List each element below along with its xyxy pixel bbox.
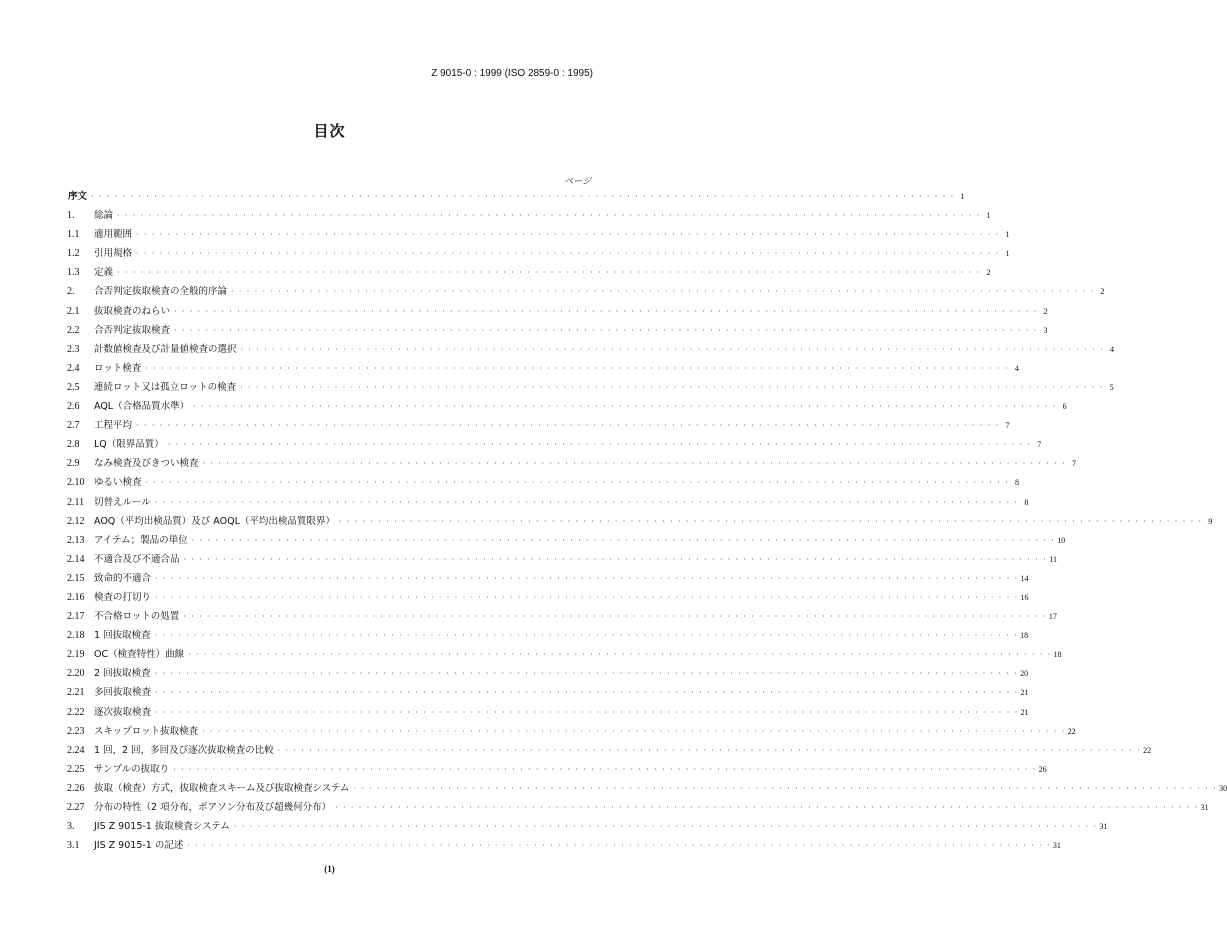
toc-entry-number: 2.2: [67, 324, 80, 336]
toc-entry-number: 2.26: [67, 782, 85, 794]
toc-leader-dots: · · · · · · · · · · · · · · · · · · · · · · · · · · · · · · · · · · · · · · · · · · · · · · · · · · · · · · · · · · · · · · · · · · · · · · · · · · · · · · · · · · · · · · · · · · · · · · · · · · · · · · · · · · · · · ·: [136, 230, 1000, 240]
toc-entry-title: 検査の打切り: [94, 591, 152, 603]
toc-entry[interactable]: [67, 683, 1029, 702]
toc-leader-dots: · · · · · · · · · · · · · · · · · · · · · · · · · · · · · · · · · · · · · · · · · · · · · · · · · · · · · · · · · · · · · · · · · · · · · · · · · · · · · · · · · · · · · · · · · · · · · · · · · · · · · · · · · · · · · ·: [155, 573, 1019, 583]
toc-entry-number: 2.18: [67, 630, 85, 642]
toc-entry-page: 6: [1062, 402, 1067, 412]
toc-entry[interactable]: [67, 607, 1057, 626]
toc-entry-title: ゆるい検査: [94, 477, 142, 489]
toc-entry-number: 1.: [67, 210, 75, 222]
toc-leader-dots: · · · · · · · · · · · · · · · · · · · · · · · · · · · · · · · · · · · · · · · · · · · · · · · · · · · · · · · · · · · · · · · · · · · · · · · · · · · · · · · · · · · · · · · · · · · · · · · · · · · · · · · · · · · · · ·: [188, 650, 1052, 660]
toc-leader-dots: · · · · · · · · · · · · · · · · · · · · · · · · · · · · · · · · · · · · · · · · · · · · · · · · · · · · · · · · · · · · · · · · · · · · · · · · · · · · · · · · · · · · · · · · · · · · · · · · · · · · · · · · · · · · · ·: [338, 516, 1203, 526]
toc-entry-number: 2.23: [67, 725, 85, 737]
page-title: 目次: [313, 122, 346, 140]
toc-leader-dots: · · · · · · · · · · · · · · · · · · · · · · · · · · · · · · · · · · · · · · · · · · · · · · · · · · · · · · · · · · · · · · · · · · · · · · · · · · · · · · · · · · · · · · · · · · · · · · · · · · · · · · · · · · · · · ·: [145, 478, 1010, 488]
toc-entry-page: 11: [1049, 554, 1058, 564]
toc-leader-dots: · · · · · · · · · · · · · · · · · · · · · · · · · · · · · · · · · · · · · · · · · · · · · · · · · · · · · · · · · · · · · · · · · · · · · · · · · · · · · · · · · · · · · · · · · · · · · · · · · · · · · · · · · · · · · ·: [191, 535, 1056, 545]
toc-entry-number: 2.6: [67, 401, 80, 413]
toc-entry-page: 2: [986, 268, 991, 278]
toc-entry-title: 定義: [94, 267, 114, 279]
toc-entry[interactable]: [67, 626, 1029, 645]
toc-entry-title: 分布の特性（2 項分布，ポアソン分布及び超幾何分布）: [94, 802, 332, 813]
toc-leader-dots: · · · · · · · · · · · · · · · · · · · · · · · · · · · · · · · · · · · · · · · · · · · · · · · · · · · · · · · · · · · · · · · · · · · · · · · · · · · · · · · · · · · · · · · · · · · · · · · · · · · · · · · · · · · · · ·: [240, 382, 1104, 392]
toc-entry-title: 連続ロット又は孤立ロットの検査: [94, 381, 237, 393]
toc-entry-number: 3.: [67, 821, 75, 833]
toc-entry-title: 適用範囲: [94, 229, 133, 241]
toc-entry-page: 1: [1005, 249, 1010, 259]
toc-entry-title: スキップロット抜取検査: [94, 725, 199, 737]
toc-entry-title: AQL（合格品質水準）: [94, 401, 190, 413]
page-column-label: ページ: [564, 177, 591, 187]
toc-entry-title: 工程平均: [94, 420, 133, 432]
toc-entry[interactable]: [67, 817, 1108, 836]
toc-entry[interactable]: [67, 550, 1058, 569]
toc-entry-number: 1.2: [67, 248, 80, 260]
toc-entry-number: 2.7: [67, 420, 80, 432]
toc-entry[interactable]: [67, 569, 1029, 588]
toc-leader-dots: · · · · · · · · · · · · · · · · · · · · · · · · · · · · · · · · · · · · · · · · · · · · · · · · · · · · · · · · · · · · · · · · · · · · · · · · · · · · · · · · · · · · · · · · · · · · · · · · · · · · · · · · · · · · · ·: [193, 402, 1057, 412]
toc-entry-title: 計数値検査及び計量値検査の選択: [94, 343, 237, 355]
toc-entry-number: 2.4: [67, 362, 80, 374]
toc-entry-number: 2.13: [67, 534, 85, 546]
toc-entry-page: 18: [1053, 650, 1062, 660]
toc-entry-title: 合否判定抜取検査: [94, 324, 171, 336]
toc-entry-page: 8: [1024, 497, 1029, 507]
toc-entry-number: 2.17: [67, 611, 85, 623]
toc-entry[interactable]: [67, 473, 1020, 492]
toc-entry-title: ロット検査: [94, 362, 142, 374]
toc-entry[interactable]: [67, 664, 1029, 683]
toc-entry-title: OC（検査特性）曲線: [94, 649, 185, 661]
toc-entry-page: 30: [1219, 783, 1227, 793]
toc-entry-page: 31: [1052, 841, 1061, 851]
toc-entry-number: 2.19: [67, 649, 85, 661]
toc-entry-title: 不適合及び不適合品: [94, 553, 180, 565]
toc-entry[interactable]: [67, 512, 1213, 531]
toc-entry-title: LQ（限界品質）: [94, 439, 164, 451]
toc-entry[interactable]: [67, 703, 1029, 722]
toc-entry[interactable]: [67, 263, 991, 282]
toc-entry-title: 総論: [94, 210, 114, 222]
toc-entry-page: 20: [1020, 669, 1029, 679]
toc-entry-number: 2.21: [67, 687, 85, 699]
toc-entry-title: アイテム；製品の単位: [94, 534, 188, 546]
toc-entry-number: 2.11: [67, 496, 85, 508]
toc-entry[interactable]: [67, 397, 1067, 416]
toc-entry[interactable]: [67, 378, 1114, 397]
toc-entry[interactable]: [67, 531, 1066, 550]
toc-entry-page: 26: [1038, 764, 1047, 774]
toc-entry-title: JIS Z 9015-1 の記述: [94, 840, 184, 852]
toc-leader-dots: · · · · · · · · · · · · · · · · · · · · · · · · · · · · · · · · · · · · · · · · · · · · · · · · · · · · · · · · · · · · · · · · · · · · · · · · · · · · · · · · · · · · · · · · · · · · · · · · · · · · · · · · · · · · · ·: [145, 363, 1009, 373]
toc-entry[interactable]: [67, 302, 1048, 321]
toc-entry[interactable]: [67, 836, 1061, 855]
toc-entry-number: 2.25: [67, 763, 85, 775]
toc-entry-page: 8: [1015, 478, 1020, 488]
toc-entry-number: 3.1: [67, 840, 80, 852]
toc-entry-title: 抜取（検査）方式，抜取検査スキーム及び抜取検査システム: [94, 782, 350, 794]
toc-entry-page: 2: [1043, 306, 1048, 316]
standard-code: Z 9015-0 : 1999 (ISO 2859-0 : 1995): [431, 68, 593, 79]
toc-leader-dots: · · · · · · · · · · · · · · · · · · · · · · · · · · · · · · · · · · · · · · · · · · · · · · · · · · · · · · · · · · · · · · · · · · · · · · · · · · · · · · · · · · · · · · · · · · · · · · · · · · · · · · · · · · · · · ·: [353, 783, 1218, 793]
toc-entry[interactable]: [67, 741, 1152, 760]
toc-leader-dots: · · · · · · · · · · · · · · · · · · · · · · · · · · · · · · · · · · · · · · · · · · · · · · · · · · · · · · · · · · · · · · · · · · · · · · · · · · · · · · · · · · · · · · · · · · · · · · · · · · · · · · · · · · · · · ·: [202, 459, 1067, 469]
toc-entry-number: 2.10: [67, 477, 85, 489]
toc-entry-title: 序文: [68, 191, 88, 202]
toc-entry[interactable]: [67, 340, 1115, 359]
toc-leader-dots: · · · · · · · · · · · · · · · · · · · · · · · · · · · · · · · · · · · · · · · · · · · · · · · · · · · · · · · · · · · · · · · · · · · · · · · · · · · · · · · · · · · · · · · · · · · · · · · · · · · · · · · · · · · · · ·: [155, 688, 1019, 698]
toc-entry-page: 14: [1020, 573, 1029, 583]
toc-leader-dots: · · · · · · · · · · · · · · · · · · · · · · · · · · · · · · · · · · · · · · · · · · · · · · · · · · · · · · · · · · · · · · · · · · · · · · · · · · · · · · · · · · · · · · · · · · · · · · · · · · · · · · · · · · · · · ·: [173, 764, 1037, 774]
toc-entry[interactable]: [67, 187, 965, 206]
toc-entry[interactable]: [67, 321, 1048, 340]
toc-entry[interactable]: [67, 244, 1010, 263]
toc-entry-page: 3: [1043, 325, 1048, 335]
toc-leader-dots: · · · · · · · · · · · · · · · · · · · · · · · · · · · · · · · · · · · · · · · · · · · · · · · · · · · · · · · · · · · · · · · · · · · · · · · · · · · · · · · · · · · · · · · · · · · · · · · · · · · · · · · · · · · · · ·: [240, 344, 1105, 354]
toc-entry-number: 2.15: [67, 572, 85, 584]
toc-entry[interactable]: [67, 435, 1042, 454]
toc-entry-number: 2.5: [67, 381, 80, 393]
toc-entry-page: 4: [1110, 344, 1115, 354]
toc-leader-dots: · · · · · · · · · · · · · · · · · · · · · · · · · · · · · · · · · · · · · · · · · · · · · · · · · · · · · · · · · · · · · · · · · · · · · · · · · · · · · · · · · · · · · · · · · · · · · · · · · · · · · · · · · · · · · ·: [117, 211, 981, 221]
toc-entry-title: JIS Z 9015-1 抜取検査システム: [94, 821, 230, 833]
toc-entry-page: 21: [1020, 707, 1029, 717]
toc-entry-page: 18: [1020, 631, 1029, 641]
toc-entry-number: 2.: [67, 286, 75, 298]
toc-entry-number: 2.9: [67, 458, 80, 470]
toc-entry-title: 抜取検査のねらい: [94, 305, 171, 317]
toc-entry-page: 1: [1005, 230, 1010, 240]
toc-entry-number: 2.16: [67, 591, 85, 603]
table-of-contents: [67, 187, 1227, 855]
toc-entry[interactable]: [67, 493, 1029, 512]
toc-entry-number: 2.1: [67, 305, 80, 317]
toc-leader-dots: · · · · · · · · · · · · · · · · · · · · · · · · · · · · · · · · · · · · · · · · · · · · · · · · · · · · · · · · · · · · · · · · · · · · · · · · · · · · · · · · · · · · · · · · · · · · · · · · · · · · · · · · · · · · · ·: [183, 612, 1047, 622]
toc-entry-number: 2.27: [67, 802, 85, 813]
toc-entry-page: 22: [1143, 745, 1152, 755]
toc-entry-title: 切替えルール: [94, 496, 151, 508]
toc-entry[interactable]: [67, 454, 1077, 473]
toc-entry-page: 7: [1037, 440, 1042, 450]
toc-entry-page: 7: [1005, 421, 1010, 431]
toc-entry-number: 2.8: [67, 439, 80, 451]
toc-leader-dots: · · · · · · · · · · · · · · · · · · · · · · · · · · · · · · · · · · · · · · · · · · · · · · · · · · · · · · · · · · · · · · · · · · · · · · · · · · · · · · · · · · · · · · · · · · · · · · · · · · · · · · · · · · · · · ·: [91, 192, 955, 201]
toc-leader-dots: · · · · · · · · · · · · · · · · · · · · · · · · · · · · · · · · · · · · · · · · · · · · · · · · · · · · · · · · · · · · · · · · · · · · · · · · · · · · · · · · · · · · · · · · · · · · · · · · · · · · · · · · · · · · · ·: [155, 592, 1019, 602]
toc-entry-title: 多回抜取検査: [94, 687, 152, 699]
toc-entry[interactable]: [67, 225, 1010, 244]
toc-entry-number: 2.3: [67, 343, 80, 355]
toc-entry[interactable]: [67, 760, 1047, 779]
toc-entry[interactable]: [67, 359, 1019, 378]
toc-entry-title: 1 回抜取検査: [94, 630, 151, 642]
toc-entry-page: 2: [1100, 287, 1105, 297]
toc-leader-dots: · · · · · · · · · · · · · · · · · · · · · · · · · · · · · · · · · · · · · · · · · · · · · · · · · · · · · · · · · · · · · · · · · · · · · · · · · · · · · · · · · · · · · · · · · · · · · · · · · · · · · · · · · · · · · ·: [202, 726, 1066, 736]
toc-entry[interactable]: [67, 779, 1227, 798]
toc-entry-page: 4: [1014, 363, 1019, 373]
toc-leader-dots: · · · · · · · · · · · · · · · · · · · · · · · · · · · · · · · · · · · · · · · · · · · · · · · · · · · · · · · · · · · · · · · · · · · · · · · · · · · · · · · · · · · · · · · · · · · · · · · · · · · · · · · · · · · · · ·: [154, 631, 1019, 641]
toc-entry-number: 1.1: [67, 229, 80, 241]
toc-entry-title: 引用規格: [94, 248, 133, 260]
toc-leader-dots: · · · · · · · · · · · · · · · · · · · · · · · · · · · · · · · · · · · · · · · · · · · · · · · · · · · · · · · · · · · · · · · · · · · · · · · · · · · · · · · · · · · · · · · · · · · · · · · · · · · · · · · · · · · · · ·: [187, 841, 1051, 851]
toc-entry-number: 2.22: [67, 706, 85, 718]
toc-leader-dots: · · · · · · · · · · · · · · · · · · · · · · · · · · · · · · · · · · · · · · · · · · · · · · · · · · · · · · · · · · · · · · · · · · · · · · · · · · · · · · · · · · · · · · · · · · · · · · · · · · · · · · · · · · · · · ·: [335, 803, 1199, 812]
toc-entry-page: 21: [1020, 688, 1029, 698]
toc-leader-dots: · · · · · · · · · · · · · · · · · · · · · · · · · · · · · · · · · · · · · · · · · · · · · · · · · · · · · · · · · · · · · · · · · · · · · · · · · · · · · · · · · · · · · · · · · · · · · · · · · · · · · · · · · · · · · ·: [174, 306, 1038, 316]
toc-entry-title: 2 回抜取検査: [94, 668, 151, 680]
toc-leader-dots: · · · · · · · · · · · · · · · · · · · · · · · · · · · · · · · · · · · · · · · · · · · · · · · · · · · · · · · · · · · · · · · · · · · · · · · · · · · · · · · · · · · · · · · · · · · · · · · · · · · · · · · · · · · · · ·: [117, 268, 981, 278]
toc-entry-title: なみ検査及びきつい検査: [94, 458, 199, 470]
toc-leader-dots: · · · · · · · · · · · · · · · · · · · · · · · · · · · · · · · · · · · · · · · · · · · · · · · · · · · · · · · · · · · · · · · · · · · · · · · · · · · · · · · · · · · · · · · · · · · · · · · · · · · · · · · · · · · · · ·: [155, 707, 1019, 717]
toc-leader-dots: · · · · · · · · · · · · · · · · · · · · · · · · · · · · · · · · · · · · · · · · · · · · · · · · · · · · · · · · · · · · · · · · · · · · · · · · · · · · · · · · · · · · · · · · · · · · · · · · · · · · · · · · · · · · · ·: [233, 822, 1098, 832]
toc-leader-dots: · · · · · · · · · · · · · · · · · · · · · · · · · · · · · · · · · · · · · · · · · · · · · · · · · · · · · · · · · · · · · · · · · · · · · · · · · · · · · · · · · · · · · · · · · · · · · · · · · · · · · · · · · · · · · ·: [154, 669, 1019, 679]
toc-entry[interactable]: [67, 645, 1062, 664]
toc-entry-number: 2.20: [67, 668, 85, 680]
toc-entry[interactable]: [67, 722, 1076, 741]
toc-entry-title: 不合格ロットの処置: [94, 611, 180, 623]
toc-entry-number: 2.12: [67, 515, 85, 527]
toc-entry-page: 22: [1067, 726, 1076, 736]
toc-entry-page: 17: [1048, 612, 1057, 622]
toc-entry-title: 致命的不適合: [94, 572, 152, 584]
toc-entry[interactable]: [67, 206, 991, 225]
toc-entry-page: 1: [986, 211, 991, 221]
toc-entry-page: 1: [960, 192, 965, 201]
toc-entry-page: 31: [1200, 803, 1209, 812]
toc-leader-dots: · · · · · · · · · · · · · · · · · · · · · · · · · · · · · · · · · · · · · · · · · · · · · · · · · · · · · · · · · · · · · · · · · · · · · · · · · · · · · · · · · · · · · · · · · · · · · · · · · · · · · · · · · · · · · ·: [174, 325, 1038, 335]
toc-entry[interactable]: [67, 588, 1029, 607]
toc-entry-number: 2.14: [67, 553, 85, 565]
toc-entry-number: 1.3: [67, 267, 80, 279]
toc-leader-dots: · · · · · · · · · · · · · · · · · · · · · · · · · · · · · · · · · · · · · · · · · · · · · · · · · · · · · · · · · · · · · · · · · · · · · · · · · · · · · · · · · · · · · · · · · · · · · · · · · · · · · · · · · · · · · ·: [183, 554, 1048, 564]
toc-leader-dots: · · · · · · · · · · · · · · · · · · · · · · · · · · · · · · · · · · · · · · · · · · · · · · · · · · · · · · · · · · · · · · · · · · · · · · · · · · · · · · · · · · · · · · · · · · · · · · · · · · · · · · · · · · · · · ·: [154, 497, 1019, 507]
toc-entry-page: 10: [1057, 535, 1066, 545]
toc-entry[interactable]: [67, 798, 1209, 817]
toc-entry-page: 31: [1099, 822, 1108, 832]
toc-leader-dots: · · · · · · · · · · · · · · · · · · · · · · · · · · · · · · · · · · · · · · · · · · · · · · · · · · · · · · · · · · · · · · · · · · · · · · · · · · · · · · · · · · · · · · · · · · · · · · · · · · · · · · · · · · · · · ·: [136, 421, 1000, 431]
toc-entry-page: 9: [1208, 516, 1213, 526]
toc-entry[interactable]: [67, 416, 1010, 435]
page-number: (1): [324, 864, 335, 874]
toc-entry-title: 1 回，2 回，多回及び逐次抜取検査の比較: [94, 744, 274, 756]
toc-entry-page: 16: [1020, 592, 1029, 602]
toc-entry-title: 逐次抜取検査: [94, 706, 152, 718]
toc-leader-dots: · · · · · · · · · · · · · · · · · · · · · · · · · · · · · · · · · · · · · · · · · · · · · · · · · · · · · · · · · · · · · · · · · · · · · · · · · · · · · · · · · · · · · · · · · · · · · · · · · · · · · · · · · · · · · ·: [277, 745, 1142, 755]
toc-entry-title: 合否判定抜取検査の全般的序論: [94, 286, 228, 298]
toc-entry[interactable]: [67, 282, 1105, 301]
toc-entry-title: AOQ（平均出検品質）及び AOQL（平均出検品質限界）: [94, 515, 335, 527]
toc-leader-dots: · · · · · · · · · · · · · · · · · · · · · · · · · · · · · · · · · · · · · · · · · · · · · · · · · · · · · · · · · · · · · · · · · · · · · · · · · · · · · · · · · · · · · · · · · · · · · · · · · · · · · · · · · · · · · ·: [136, 249, 1000, 259]
toc-entry-title: サンプルの抜取り: [94, 763, 170, 775]
toc-entry-number: 2.24: [67, 744, 85, 756]
toc-leader-dots: · · · · · · · · · · · · · · · · · · · · · · · · · · · · · · · · · · · · · · · · · · · · · · · · · · · · · · · · · · · · · · · · · · · · · · · · · · · · · · · · · · · · · · · · · · · · · · · · · · · · · · · · · · · · · ·: [167, 440, 1032, 450]
toc-entry-page: 7: [1072, 459, 1077, 469]
toc-leader-dots: · · · · · · · · · · · · · · · · · · · · · · · · · · · · · · · · · · · · · · · · · · · · · · · · · · · · · · · · · · · · · · · · · · · · · · · · · · · · · · · · · · · · · · · · · · · · · · · · · · · · · · · · · · · · · ·: [231, 287, 1095, 297]
toc-entry-page: 5: [1109, 382, 1114, 392]
